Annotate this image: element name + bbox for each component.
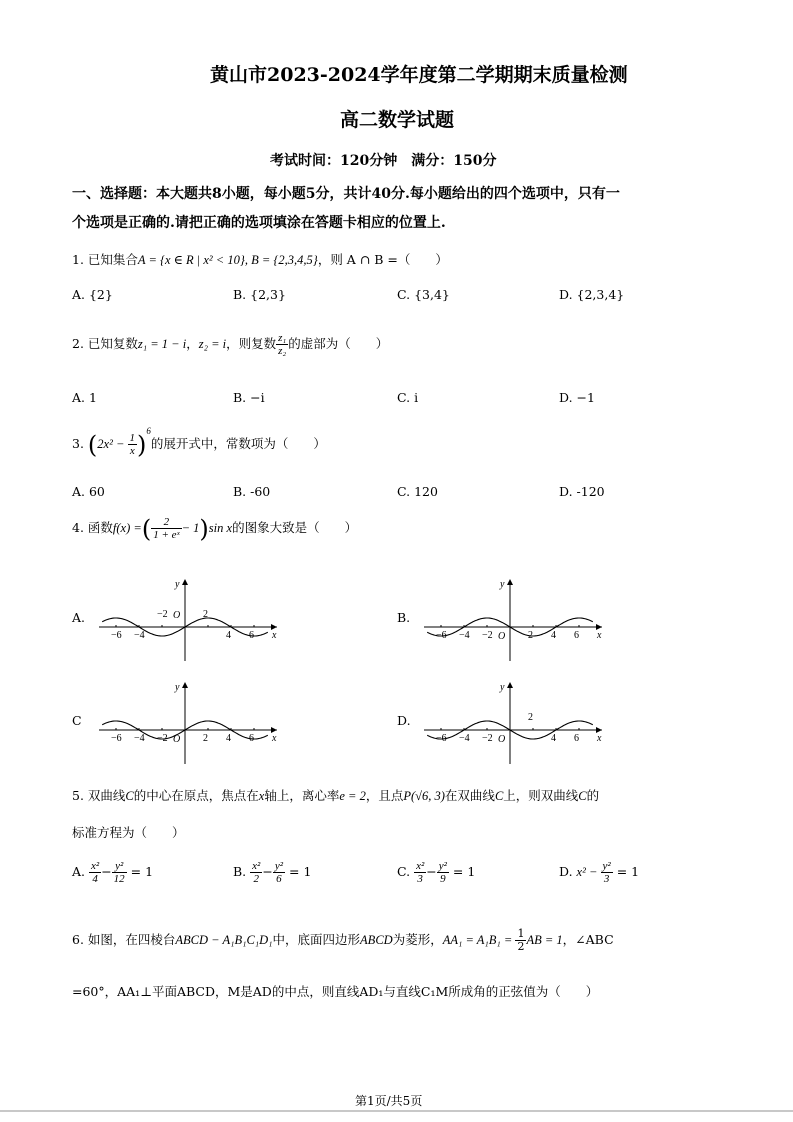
q4-left-paren: ( xyxy=(141,514,152,543)
question-2 xyxy=(72,332,388,357)
q4-option-d-label: D. xyxy=(397,713,411,728)
q2-option-b: B. −i xyxy=(233,390,265,405)
q2-option-c: C. i xyxy=(397,390,419,405)
q3-right-paren: ) xyxy=(137,430,147,459)
tick-label: 2 xyxy=(203,609,208,620)
y-axis-arrow xyxy=(182,682,188,688)
q4-suffix: 的图象大致是（ ） xyxy=(232,520,358,535)
q5-point: P(√6, 3) xyxy=(403,789,445,803)
question-5-line1 xyxy=(72,786,599,804)
q5-a-frac2 xyxy=(112,860,127,885)
q1-set-b: , B = {2,3,4,5} xyxy=(244,253,318,267)
q6-solid: ABCD − A₁B₁C₁D₁ xyxy=(175,933,273,947)
question-6-line2: =60°，AA₁⊥平面ABCD，M是AD的中点，则直线AD₁与直线C₁M所成角的正弦值为（ ） xyxy=(72,984,599,999)
q5-b-d1: 2 xyxy=(253,873,259,885)
q2-mid: ， xyxy=(186,336,199,351)
q4-graph-c xyxy=(95,678,285,768)
tick-label: 4 xyxy=(551,733,556,744)
q5-b-frac1 xyxy=(250,860,262,885)
q2-frac-num: z₁ xyxy=(278,332,287,344)
q5-x: x xyxy=(258,789,265,803)
tick-label: −2 xyxy=(157,609,168,620)
tick-label: −6 xyxy=(436,733,447,744)
q5-d-lead: x² − xyxy=(576,865,601,879)
tick-label: −6 xyxy=(436,630,447,641)
q5-d-n2: y² xyxy=(602,860,611,872)
tick-label: −4 xyxy=(459,733,470,744)
q2-option-a: A. 1 xyxy=(72,390,97,405)
q2-z1: z₁ = 1 − i xyxy=(137,337,187,351)
footer-rule xyxy=(0,1110,793,1112)
q6-text-c: 为菱形， xyxy=(392,932,443,947)
q3-option-b: B. -60 xyxy=(233,484,271,499)
q5-d-d2: 3 xyxy=(603,873,610,885)
question-1 xyxy=(72,250,448,268)
q5-c: C xyxy=(125,789,134,803)
q2-fraction xyxy=(276,332,288,357)
q3-left-paren: ( xyxy=(87,430,98,459)
q4-option-b-label: B. xyxy=(397,610,411,625)
q5-d-label: D. xyxy=(559,864,573,879)
q5-b-d2: 6 xyxy=(276,873,282,885)
q5-option-b: B. $\frac{\text{x²}}{2}$ − $\frac{\text{y²}}{6}$ = 1 xyxy=(233,860,312,885)
origin-label: O xyxy=(498,631,506,642)
q1-prefix: 1. 已知集合 xyxy=(72,252,138,267)
q5-text-d: ，且点 xyxy=(365,788,404,803)
x-axis-label: x xyxy=(272,630,277,641)
q2-suffix: 的虚部为（ ） xyxy=(288,336,389,351)
tick-label: −2 xyxy=(482,733,493,744)
q3-option-a: A. 60 xyxy=(72,484,105,499)
q3-power: 6 xyxy=(146,426,151,436)
page-footer: 第1页/共5页 xyxy=(355,1094,423,1108)
y-axis-label: y xyxy=(500,682,505,693)
tick-label: 6 xyxy=(249,630,254,641)
q2-mid2: ，则复数 xyxy=(226,336,277,351)
q4-fx: f(x) = xyxy=(112,521,142,535)
q5-text-b: 的中心在原点，焦点在 xyxy=(133,788,259,803)
q5-text-g: 的 xyxy=(586,788,600,803)
q5-option-d xyxy=(559,860,639,885)
q5-a-d1: 4 xyxy=(92,873,98,885)
q3-prefix: 3. xyxy=(72,436,84,451)
q4-frac-den: 1 + eˣ xyxy=(153,529,180,541)
q5-option-a: A. $\frac{\text{x²}}{4}$ − $\frac{\text{y²}}{12}$ = 1 xyxy=(72,860,154,885)
q6-eq: AA₁ = A₁B₁ = xyxy=(442,933,516,947)
q5-c-frac2 xyxy=(437,860,449,885)
y-axis-label: y xyxy=(175,579,180,590)
q4-sinx: sin x xyxy=(208,521,233,535)
q5-c2: C xyxy=(494,789,504,803)
q5-c-n1: x² xyxy=(416,860,425,872)
x-axis-label: x xyxy=(597,630,602,641)
tick-label: −4 xyxy=(459,630,470,641)
tick-label: −6 xyxy=(111,733,122,744)
q5-c-frac1 xyxy=(414,860,426,885)
q5-c-d1: 3 xyxy=(417,873,423,885)
q5-a-d2: 12 xyxy=(113,873,125,885)
tick-label: 2 xyxy=(528,630,533,641)
tick-label: 6 xyxy=(574,733,579,744)
q3-expr: 2x² − xyxy=(97,437,128,451)
tick-label: −4 xyxy=(134,630,145,641)
q4-prefix: 4. 函数 xyxy=(72,520,113,535)
q3-frac-num: 1 xyxy=(129,432,136,444)
q3-option-c: C. 120 xyxy=(397,484,438,499)
tick-label: 2 xyxy=(528,712,533,723)
x-axis-label: x xyxy=(272,733,277,744)
y-axis-arrow xyxy=(182,579,188,585)
q6-text-b: 中，底面四边形 xyxy=(272,932,361,947)
q5-option-c: C. $\frac{\text{x²}}{3}$ − $\frac{\text{y²}}{9}$ = 1 xyxy=(397,860,476,885)
q4-right-paren: ) xyxy=(199,514,209,543)
tick-label: −2 xyxy=(157,733,168,744)
y-axis-arrow xyxy=(507,682,513,688)
q4-graph-d xyxy=(420,678,610,768)
q4-frac-num: 2 xyxy=(151,516,181,529)
tick-label: 4 xyxy=(551,630,556,641)
q2-z2: z₂ = i xyxy=(198,337,227,351)
q6-half xyxy=(515,928,526,953)
q1-option-d: D. {2,3,4} xyxy=(559,287,625,302)
q6-half-den: 2 xyxy=(517,940,525,953)
q5-d-frac2 xyxy=(601,860,613,885)
q2-option-d: D. −1 xyxy=(559,390,595,405)
section-heading-line2: 个选项是正确的.请把正确的选项填涂在答题卡相应的位置上. xyxy=(72,215,446,231)
q6-eq2: AB = 1 xyxy=(526,933,563,947)
q1-set-a: A = {x ∈ R | x² < 10} xyxy=(137,253,245,267)
q5-text-a: 5. 双曲线 xyxy=(72,788,126,803)
question-5-line2: 标准方程为（ ） xyxy=(72,825,185,840)
q1-suffix: ，则 A ∩ B =（ ） xyxy=(317,252,448,267)
q5-a-rhs: = 1 xyxy=(130,864,154,879)
q1-option-c: C. {3,4} xyxy=(397,287,450,302)
q5-a-frac1 xyxy=(89,860,101,885)
q5-a-n2: y² xyxy=(112,860,127,873)
q4-fraction xyxy=(151,516,181,541)
origin-label: O xyxy=(173,734,181,745)
tick-label: 4 xyxy=(226,733,231,744)
section-heading-line1: 一、选择题：本大题共8小题，每小题5分，共计40分.每小题给出的四个选项中，只有一 xyxy=(72,186,620,202)
q4-option-c-label: C xyxy=(72,713,82,728)
q5-text-f: 上，则双曲线 xyxy=(503,788,579,803)
q3-option-d: D. -120 xyxy=(559,484,605,499)
q3-frac-den: x xyxy=(129,445,135,457)
tick-label: 6 xyxy=(249,733,254,744)
q5-b-frac2 xyxy=(273,860,285,885)
q5-c-label: C. xyxy=(397,864,411,879)
q6-text-a: 6. 如图，在四棱台 xyxy=(72,932,176,947)
origin-label: O xyxy=(498,734,506,745)
y-axis-arrow xyxy=(507,579,513,585)
page-subtitle: 高二数学试题 xyxy=(340,109,455,131)
q5-a-label: A. xyxy=(72,864,86,879)
q1-option-a: A. {2} xyxy=(72,287,113,302)
tick-label: 6 xyxy=(574,630,579,641)
question-4 xyxy=(72,516,357,541)
exam-info: 考试时间：120分钟 满分：150分 xyxy=(270,153,497,169)
q5-b-label: B. xyxy=(233,864,247,879)
q5-b-n2: y² xyxy=(274,860,284,872)
q2-frac-den: z₂ xyxy=(278,345,287,357)
q4-graph-a xyxy=(95,575,285,665)
q4-graph-b xyxy=(420,575,610,665)
q5-a-n1: x² xyxy=(91,860,100,872)
page-title: 黄山市2023-2024学年度第二学期期末质量检测 xyxy=(210,64,628,86)
q5-text-c: 轴上，离心率 xyxy=(264,788,340,803)
tick-label: −4 xyxy=(134,733,145,744)
q2-prefix: 2. 已知复数 xyxy=(72,336,138,351)
q5-c-rhs: = 1 xyxy=(452,864,476,879)
tick-label: 2 xyxy=(203,733,208,744)
tick-label: −6 xyxy=(111,630,122,641)
tick-label: −2 xyxy=(482,630,493,641)
q5-b-rhs: = 1 xyxy=(289,864,312,879)
q6-half-num: 1 xyxy=(517,927,525,940)
q5-d-rhs: = 1 xyxy=(616,864,640,879)
q5-c3: C xyxy=(578,789,587,803)
question-6-line1 xyxy=(72,928,614,953)
y-axis-label: y xyxy=(175,682,180,693)
x-axis-label: x xyxy=(597,733,602,744)
tick-label: 4 xyxy=(226,630,231,641)
q5-e: e = 2 xyxy=(339,789,366,803)
q3-suffix: 的展开式中，常数项为（ ） xyxy=(150,436,326,451)
origin-label: O xyxy=(173,610,181,621)
q6-abcd: ABCD xyxy=(360,933,393,947)
q4-minus1: − 1 xyxy=(181,521,200,535)
q6-text-d: ，∠ABC xyxy=(562,932,614,947)
q3-fraction xyxy=(128,432,138,457)
question-3 xyxy=(72,426,326,457)
q1-option-b: B. {2,3} xyxy=(233,287,286,302)
q5-b-n1: x² xyxy=(252,860,261,872)
q5-text-e: 在双曲线 xyxy=(444,788,495,803)
q5-c-n2: y² xyxy=(438,860,447,872)
q4-option-a-label: A. xyxy=(72,610,86,625)
q5-c-d2: 9 xyxy=(440,873,446,885)
y-axis-label: y xyxy=(500,579,505,590)
